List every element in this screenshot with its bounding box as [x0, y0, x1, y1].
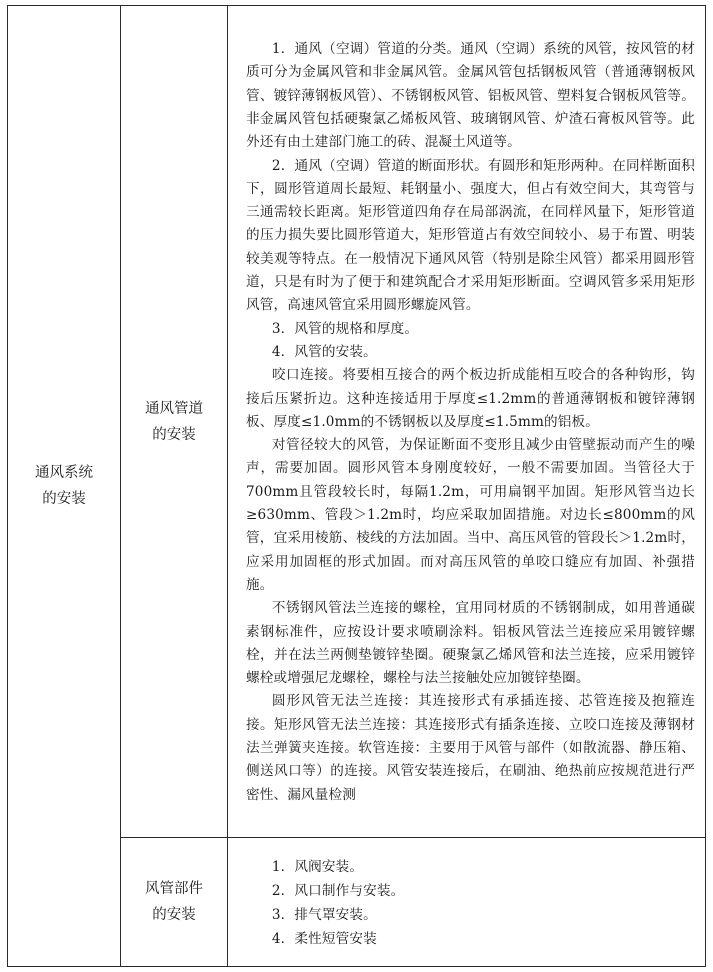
- list-item: 4．柔性短管安装: [271, 931, 377, 947]
- list-item: 2．风口制作与安装。: [271, 883, 405, 899]
- paragraph: 不锈钢风管法兰连接的螺栓，宜用同材质的不锈钢制成，如用普通碳素钢标准件，应按设计要求喷刷涂料。铝板风管法兰连接应采用镀锌螺栓，并在法兰两侧垫镀锌垫圈。硬聚氯乙烯风管和法兰连接，应采用镀锌螺栓或增强尼龙螺栓，螺栓与法兰接触处应加镀锌垫圈。: [246, 600, 695, 687]
- paragraph: 3．风管的规格和厚度。: [271, 320, 419, 337]
- category-cell: [8, 6, 121, 967]
- category-label-line: 的安装: [42, 491, 86, 507]
- paragraph: 对管径较大的风管，为保证断面不变形且减少由管壁振动而产生的噪声，需要加固。圆形风管本身刚度较好，一般不需要加固。当管径大于700mm且管段较长时，每隔1.2m，可用扁钢平加固。矩形风管当边长≥630mm、管段＞1.2m时，均应采取加固措施。对边长≤800mm的风管，宜采用棱筋、棱线的方法加固。当中、高压风管的管段长＞1.2m时，应采用加固框的形式加固。而对高压风管的单咬口缝应有加固、补强措施。: [246, 437, 695, 593]
- subcategory-label-line: 的安装: [152, 907, 196, 923]
- paragraph: 圆形风管无法兰连接：其连接形式有承插连接、芯管连接及抱箍连接。矩形风管无法兰连接：其连接形式有插条连接、立咬口连接及薄钢材法兰弹簧夹连接。软管连接：主要用于风管与部件（如散流器、静压箱、侧送风口等）的连接。风管安装连接后，在刷油、绝热前应按规范进行严密性、漏风量检测: [246, 693, 695, 803]
- subcategory-label-line: 通风管道: [145, 400, 203, 417]
- subcategory-cell: [121, 6, 228, 838]
- subcategory-label-line: 风管部件: [145, 881, 203, 897]
- list-item: 1．风阀安装。: [271, 859, 364, 875]
- content-cell: [228, 838, 706, 967]
- paragraph: 4．风管的安装。: [271, 343, 377, 360]
- category-label-line: 通风系统: [35, 465, 93, 481]
- subcategory-label-line: 的安装: [152, 426, 196, 443]
- content-table: [7, 5, 706, 967]
- table-row: [8, 6, 706, 838]
- paragraph: 2．通风（空调）管道的断面形状。有圆形和矩形两种。在同样断面积下，圆形管道周长最短、耗钢量小、强度大，但占有效空间大，其弯管与三通需较长距离。矩形管道四角存在局部涡流，在同样风量下，矩形管道的压力损失要比圆形管道大，矩形管道占有效空间较小、易于布置、明装较美观等特点。在一般情况下通风风管（特别是除尘风管）都采用圆形管道，只是有时为了便于和建筑配合才采用矩形断面。空调风管多采用矩形风管，高速风管宜采用圆形螺旋风管。: [246, 157, 695, 314]
- content-cell: [228, 6, 706, 838]
- paragraph: 1．通风（空调）管道的分类。通风（空调）系统的风管，按风管的材质可分为金属风管和非金属风管。金属风管包括钢板风管（普通薄钢板风管、镀锌薄钢板风管）、不锈钢板风管、铝板风管、塑料复合钢板风管等。非金属风管包括硬聚氯乙烯板风管、玻璃钢风管、炉渣石膏板风管等。此外还有由土建部门施工的砖、混凝土风道等。: [246, 41, 695, 151]
- list-item: 3．排气罩安装。: [271, 907, 377, 923]
- subcategory-cell: [121, 838, 228, 967]
- paragraph: 咬口连接。将要相互接合的两个板边折成能相互咬合的各种钩形，钩接后压紧折边。这种连接适用于厚度≤1.2mm的普通薄钢板和镀锌薄钢板、厚度≤1.0mm的不锈钢板以及厚度≤1.5mm的铝板。: [246, 367, 695, 430]
